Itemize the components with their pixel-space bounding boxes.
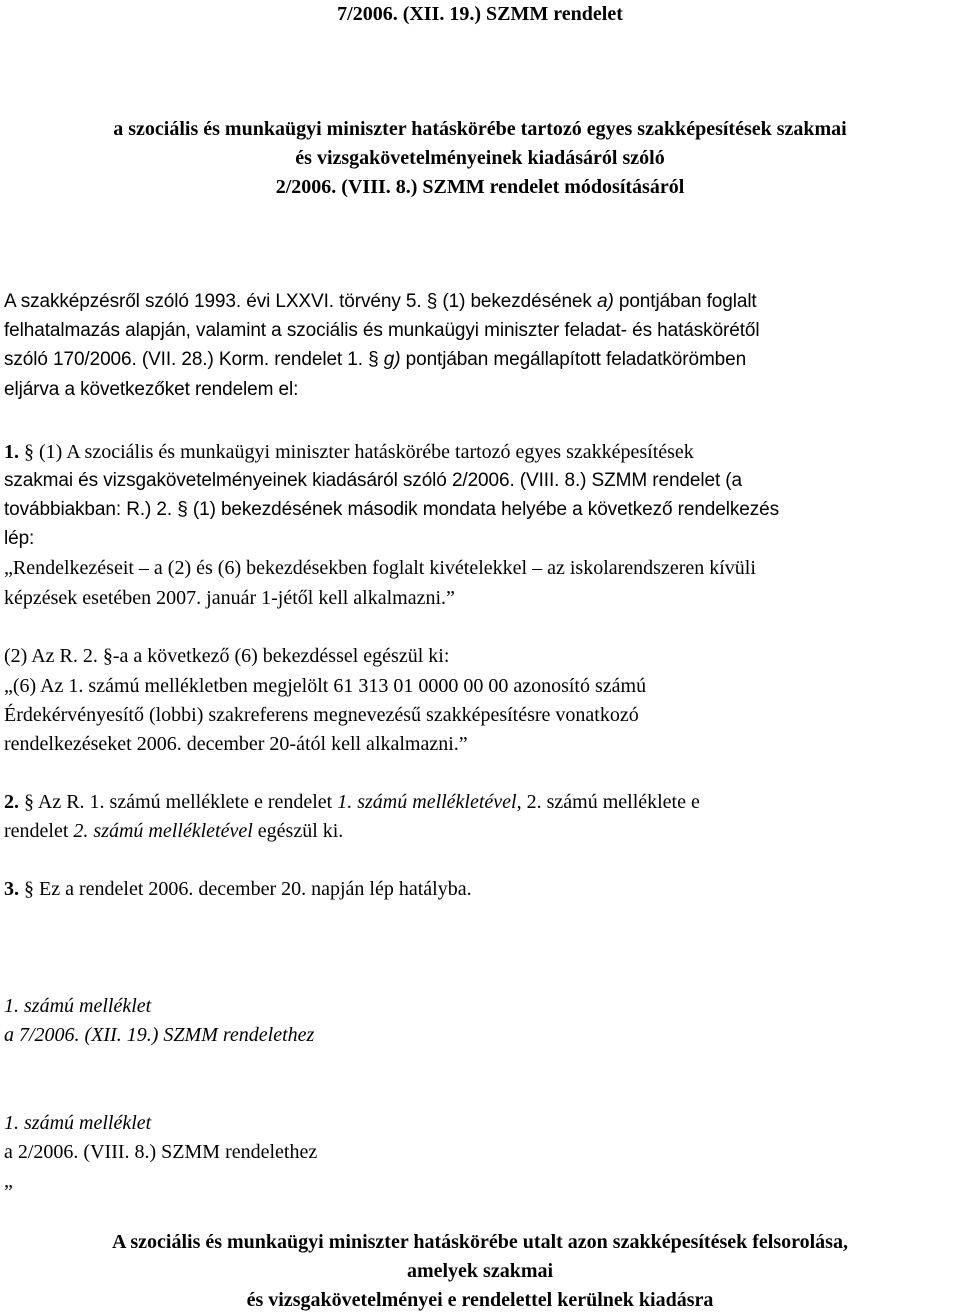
document-title: 7/2006. (XII. 19.) SZMM rendelet [337, 3, 623, 25]
annex-2-opening-quote: „ [4, 1170, 13, 1192]
section-1-line-8: „(6) Az 1. számú mellékletben megjelölt 61 313 01 0000 00 00 azonosító számú [4, 675, 647, 697]
preamble-line-3 [4, 346, 958, 374]
preamble-line-2: felhatalmazás alapján, valamint a szociális és munkaügyi miniszter feladat- és hatáskörétől [4, 320, 760, 341]
section-2-line-1 [4, 788, 958, 816]
subject-line-1: a szociális és munkaügyi miniszter hatáskörébe tartozó egyes szakképesítések szakmai [113, 118, 847, 140]
section-1-line-6: képzések esetében 2007. január 1-jétől kell alkalmazni.” [4, 587, 455, 609]
section-1-line-4: lép: [4, 528, 35, 549]
section-1-line-5: „Rendelkezéseit – a (2) és (6) bekezdésekben foglalt kivételekkel – az iskolarendszeren kívüli [4, 557, 756, 579]
preamble-text: szóló 170/2006. (VII. 28.) Korm. rendelet 1. § [4, 349, 384, 370]
preamble-text: A szakképzésről szóló 1993. évi LXXVI. törvény 5. § (1) bekezdésének [4, 291, 597, 312]
section-1-line-1 [4, 438, 958, 466]
preamble-text: pontjában megállapított feladatkörömben [400, 349, 747, 370]
annex-reference: 1. számú mellékletével [337, 791, 517, 813]
section-1-line-3: továbbiakban: R.) 2. § (1) bekezdésének második mondata helyébe a következő rendelkezés [4, 499, 779, 520]
annex-1-title: 1. számú melléklet [4, 995, 152, 1017]
preamble-text: pontjában foglalt [613, 291, 757, 312]
section-1-line-7: (2) Az R. 2. §-a a következő (6) bekezdéssel egészül ki: [4, 645, 450, 667]
list-heading-line-3: és vizsgakövetelményei e rendelettel kerülnek kiadásra [246, 1289, 714, 1311]
section-text: § Ez a rendelet 2006. december 20. napján lép hatályba. [19, 878, 472, 900]
section-text: , 2. számú melléklete e [516, 791, 700, 813]
section-number: 1. [4, 441, 19, 463]
annex-1-subtitle: a 7/2006. (XII. 19.) SZMM rendelethez [4, 1024, 315, 1046]
subject-line-3: 2/2006. (VIII. 8.) SZMM rendelet módosításáról [275, 176, 685, 198]
preamble-point-ref: g) [383, 349, 401, 370]
preamble-line-1 [4, 288, 958, 316]
annex-reference: 2. számú mellékletével [73, 820, 253, 842]
annex-2-subtitle: a 2/2006. (VIII. 8.) SZMM rendelethez [4, 1141, 318, 1163]
subject-line-2: és vizsgakövetelményeinek kiadásáról szóló [295, 147, 665, 169]
preamble-point-ref: a) [596, 291, 614, 312]
section-text: rendelet [4, 820, 74, 842]
section-1-line-10: rendelkezéseket 2006. december 20-ától kell alkalmazni.” [4, 733, 468, 755]
list-heading-line-1: A szociális és munkaügyi miniszter hatáskörébe utalt azon szakképesítések felsorolása, [112, 1231, 848, 1253]
section-text: § Az R. 1. számú melléklete e rendelet [19, 791, 338, 813]
section-2-line-2 [4, 817, 958, 845]
section-text: egészül ki. [252, 820, 344, 842]
section-1-line-2: szakmai és vizsgakövetelményeinek kiadásáról szóló 2/2006. (VIII. 8.) SZMM rendelet (a [4, 470, 743, 491]
section-number: 2. [4, 791, 19, 813]
preamble-line-4: eljárva a következőket rendelem el: [4, 379, 299, 400]
section-number: 3. [4, 878, 19, 900]
section-3-line-1 [4, 875, 958, 903]
section-text: § (1) A szociális és munkaügyi miniszter hatáskörébe tartozó egyes szakképesítések [19, 441, 694, 463]
list-heading-line-2: amelyek szakmai [406, 1260, 554, 1282]
annex-2-title: 1. számú melléklet [4, 1112, 152, 1134]
section-1-line-9: Érdekérvényesítő (lobbi) szakreferens megnevezésű szakképesítésre vonatkozó [4, 704, 639, 726]
